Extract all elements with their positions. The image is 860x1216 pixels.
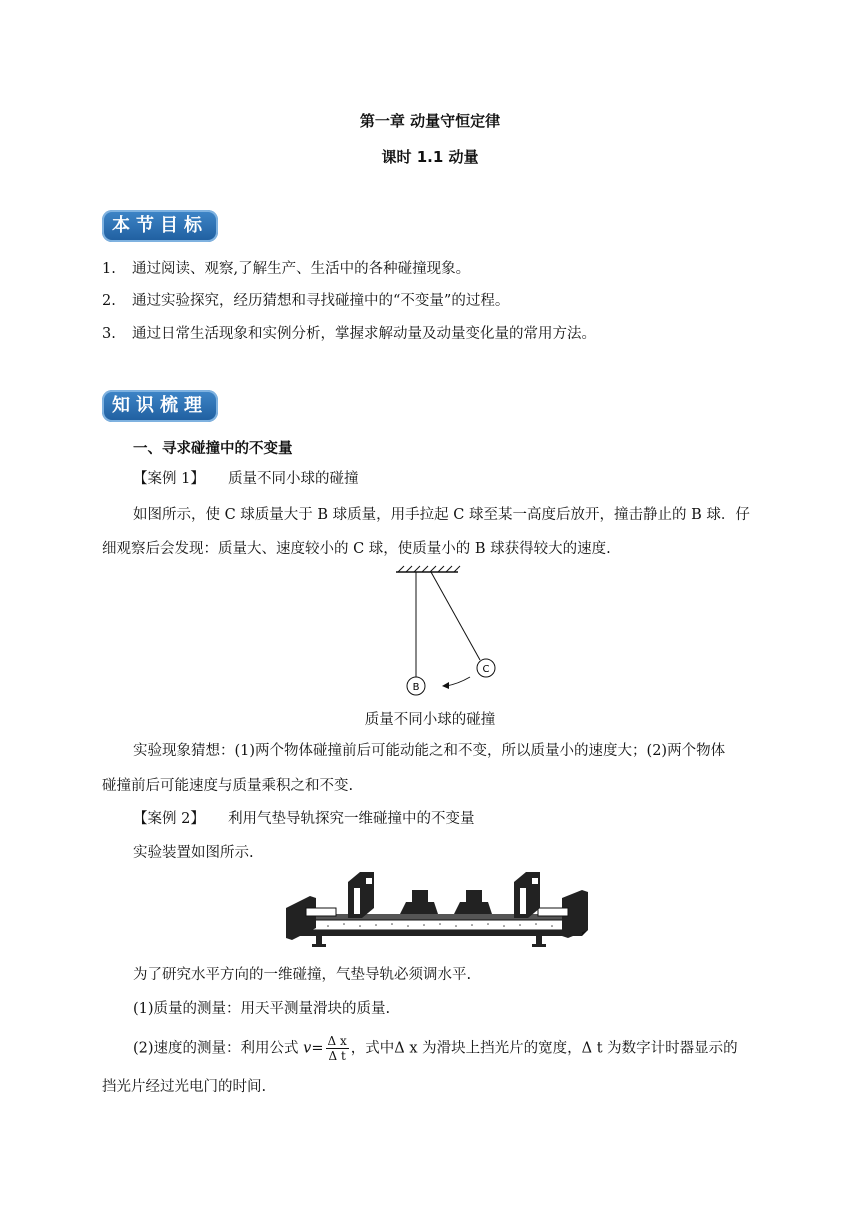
string-c <box>431 572 480 660</box>
chapter-title: 第一章 动量守恒定律 <box>359 112 501 130</box>
goal-text: 通过阅读、观察,了解生产、生活中的各种碰撞现象。 <box>132 261 471 277</box>
leveling-foot-left <box>312 936 326 947</box>
goal-num: 3. <box>102 326 116 342</box>
goal-item <box>102 324 596 344</box>
case1-para-line2: 细观察后会发现：质量大、速度较小的 C 球，使质量小的 B 球获得较大的速度. <box>102 541 611 557</box>
subheading: 一、寻求碰撞中的不变量 <box>133 441 293 457</box>
lesson-title: 课时 1.1 动量 <box>381 148 479 166</box>
motion-arrow <box>446 677 470 686</box>
section-badge-goals: 本节目标 <box>102 210 218 242</box>
figure1-caption: 质量不同小球的碰撞 <box>364 712 496 728</box>
slider-1 <box>400 890 438 914</box>
speed-prefix: (2)速度的测量：利用公式 <box>133 1040 304 1057</box>
case1-title: 质量不同小球的碰撞 <box>228 471 359 487</box>
air-track-figure <box>282 868 598 956</box>
speed-line1 <box>133 1034 738 1063</box>
leveling-foot-right <box>532 936 546 947</box>
goal-text: 通过日常生活现象和实例分析，掌握求解动量及动量变化量的常用方法。 <box>132 326 596 342</box>
goal-item <box>102 259 470 279</box>
goal-num: 2. <box>102 293 116 309</box>
case1-label: 【案例 1】 <box>133 471 205 487</box>
case1-line <box>133 468 359 490</box>
slider-2 <box>454 890 492 914</box>
speed-fraction <box>326 1034 349 1063</box>
guess-line1: 实验现象猜想：(1)两个物体碰撞前后可能动能之和不变，所以质量小的速度大；(2)两个物体 <box>133 743 726 759</box>
ceiling-support <box>396 566 460 572</box>
level-text: 为了研究水平方向的一维碰撞，气垫导轨必须调水平. <box>133 967 472 983</box>
mass-text: (1)质量的测量：用天平测量滑块的质量. <box>133 1001 391 1017</box>
case2-line <box>133 808 475 830</box>
photogate-right <box>514 872 540 918</box>
section-badge-knowledge: 知识梳理 <box>102 390 218 422</box>
fraction-denominator: Δ t <box>328 1049 346 1063</box>
goal-text: 通过实验探究，经历猜想和寻找碰撞中的“不变量”的过程。 <box>132 293 510 309</box>
guess-line2: 碰撞前后可能速度与质量乘积之和不变. <box>102 778 354 794</box>
speed-line2: 挡光片经过光电门的时间. <box>102 1079 267 1095</box>
speed-suffix: ，式中Δ x 为滑块上挡光片的宽度，Δ t 为数字计时器显示的 <box>350 1040 738 1057</box>
goal-item <box>102 291 509 311</box>
speed-variable: v <box>303 1040 312 1057</box>
ball-b-label: B <box>412 682 420 693</box>
arrow-head <box>442 682 449 689</box>
case1-para-line1: 如图所示，使 C 球质量大于 B 球质量，用手拉起 C 球至某一高度后放开，撞击静止的 B 球．仔 <box>133 507 750 523</box>
case2-label: 【案例 2】 <box>133 811 205 827</box>
goal-num: 1. <box>102 261 116 277</box>
track-body <box>294 914 588 936</box>
speed-equals: = <box>311 1040 324 1057</box>
ball-c-label: C <box>482 664 490 675</box>
pendulum-figure <box>380 562 520 702</box>
photogate-left <box>348 872 374 918</box>
fraction-numerator: Δ x <box>327 1034 347 1048</box>
setup-text: 实验装置如图所示. <box>133 845 254 861</box>
case2-title: 利用气垫导轨探究一维碰撞中的不变量 <box>228 811 475 827</box>
